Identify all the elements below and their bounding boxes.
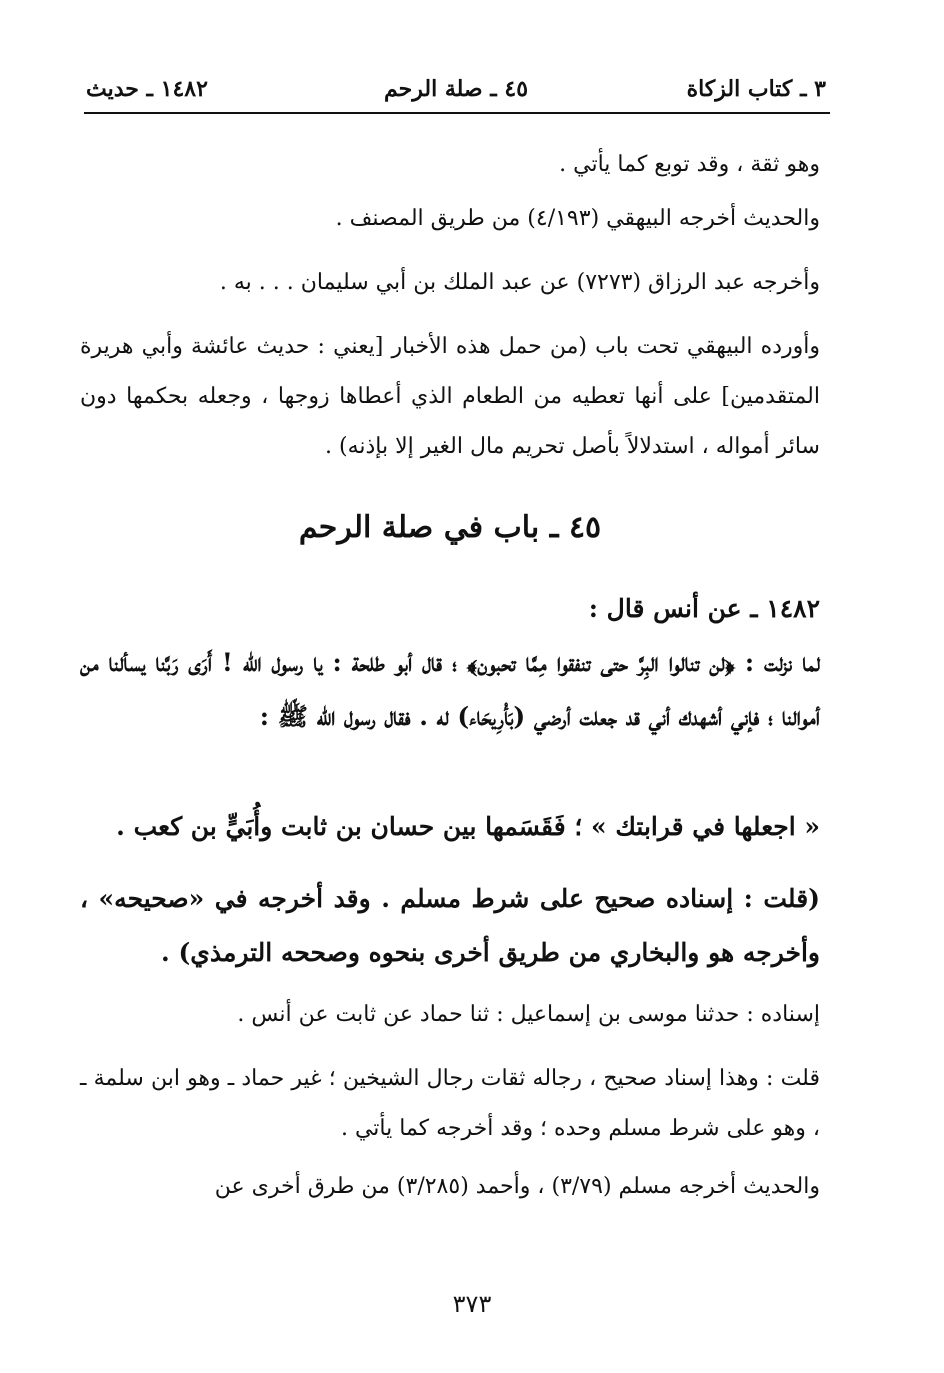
header-book-title: ٣ ـ كتاب الزكاة [686,76,826,102]
header-divider [84,112,830,114]
header-hadith-number: ١٤٨٢ ـ حديث [86,76,208,102]
commentary-note: قلت : وهذا إسناد صحيح ، رجاله ثقات رجال الشيخين ؛ غير حماد ـ وهو ابن سلمة ـ ، وهو على شرط مسلم وحده ؛ وقد أخرجه كما يأتي . [80,1066,820,1141]
paragraph-abdulrazzaq: وأخرجه عبد الرزاق (٧٢٧٣) عن عبد الملك بن أبي سليمان . . . به . [219,270,820,295]
page-number: ٣٧٣ [452,1290,492,1318]
header-chapter-title: ٤٥ ـ صلة الرحم [383,76,529,102]
section-title: ٤٥ ـ باب في صلة الرحم [298,510,602,545]
paragraph-bayhaqi: والحديث أخرجه البيهقي (٤/١٩٣) من طريق المصنف . [335,206,820,231]
commentary-qultu: (قلت : إسناده صحيح على شرط مسلم . وقد أخرجه في «صحيحه» ، وأخرجه هو والبخاري من طريق أخرى بنحوه وصححه الترمذي) . [80,884,820,967]
commentary-isnad: إسناده : حدثنا موسى بن إسماعيل : ثنا حماد عن ثابت عن أنس . [237,1002,820,1027]
hadith-text: لما نزلت : ﴿لن تنالوا البِرَّ حتى تنفقوا مِمَّا تحبون﴾ ؛ قال أبو طلحة : يا رسول الله ! أَرَى رَبَّنا يسألنا من أموالنا ؛ فإني أشهدك أني قد جعلت أرضي (بَأْرِيحَاء) له . فقال رسول الله ﷺ : [80,648,820,731]
page-header [86,76,826,110]
hadith-heading: ١٤٨٢ ـ عن أنس قال : [588,594,820,623]
paragraph-continuation: وهو ثقة ، وقد توبع كما يأتي . [559,152,820,177]
commentary-last: والحديث أخرجه مسلم (٣/٧٩) ، وأحمد (٣/٢٨٥) من طرق أخرى عن [214,1174,820,1199]
paragraph-bayhaqi-chapter: وأورده البيهقي تحت باب (من حمل هذه الأخبار [يعني : حديث عائشة وأبي هريرة المتقدمين] على أنها تعطيه من الطعام الذي أعطاها زوجها ، وجعله بحكمها دون سائر أمواله ، استدلالاً بأصل تحريم مال الغير إلا بإذنه) . [80,334,820,459]
hadith-quote: « اجعلها في قرابتك » ؛ فَقَسَمها بين حسان بن ثابت وأُبَيٍّ بن كعب . [116,812,820,841]
